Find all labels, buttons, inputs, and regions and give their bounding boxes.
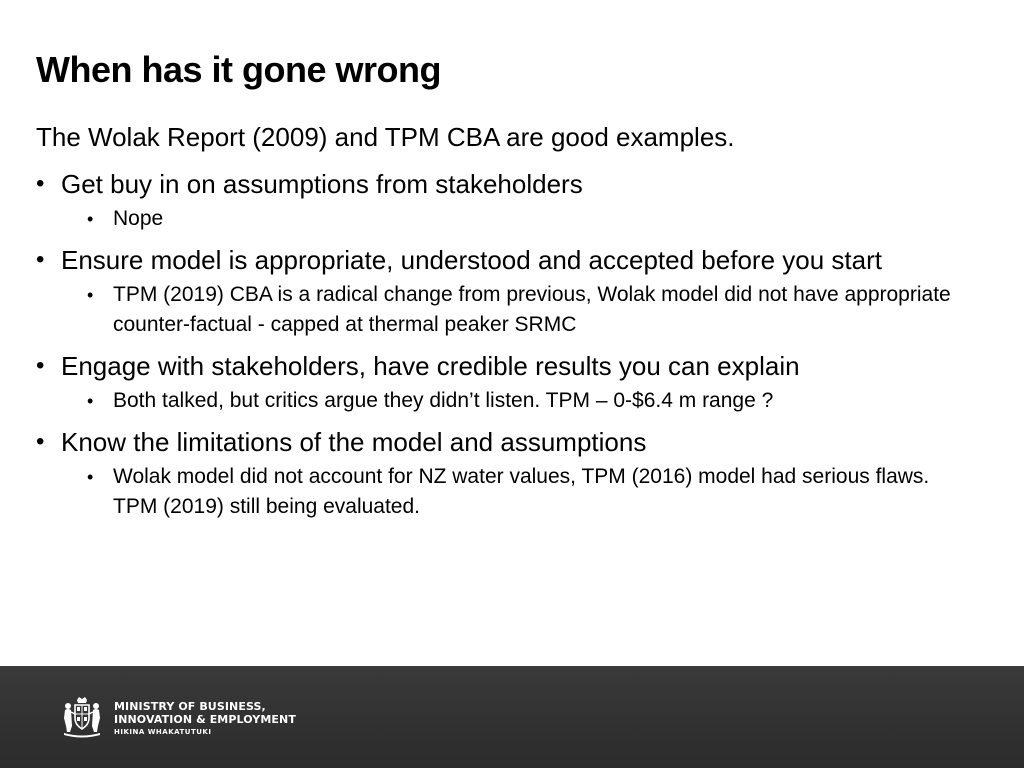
ministry-maori-name: HIKINA WHAKATUTUKI [114,728,212,736]
bullet-text: Get buy in on assumptions from stakeholders [61,169,583,199]
bullet-text: Engage with stakeholders, have credible results you can explain [61,351,800,381]
intro-text: The Wolak Report (2009) and TPM CBA are good examples. [36,122,735,152]
nz-coat-of-arms-icon [58,696,106,738]
ministry-name-line-2: INNOVATION & EMPLOYMENT [114,713,296,726]
footer-bar [0,666,1024,768]
bullet-text: Know the limitations of the model and assumptions [61,427,647,457]
slide-content [36,120,956,530]
sub-bullet-item: • TPM (2019) CBA is a radical change from previous, Wolak model did not have appropriate counter-factual - capped at thermal peaker SRMC [87,280,956,340]
bullet-text: Ensure model is appropriate, understood and accepted before you start [61,245,882,275]
bullet-item [36,424,956,522]
bullet-item [36,242,956,340]
ministry-logo-text [114,700,296,738]
sub-bullet-list [61,204,956,234]
ministry-name-line-1: MINISTRY OF BUSINESS, [114,700,266,713]
bullet-item [36,348,956,416]
bullet-item [36,166,956,234]
sub-bullet-item: • Wolak model did not account for NZ water values, TPM (2016) model had serious flaws. TPM (2019) still being evaluated. [87,462,956,522]
sub-bullet-list [61,386,956,416]
sub-bullet-item: • Nope [87,204,956,234]
sub-bullet-list [61,280,956,340]
sub-bullet-list [61,462,956,522]
sub-bullet-item: • Both talked, but critics argue they didn’t listen. TPM – 0-$6.4 m range ? [87,386,956,416]
bullet-list [36,166,956,522]
slide-title: When has it gone wrong [36,49,441,90]
